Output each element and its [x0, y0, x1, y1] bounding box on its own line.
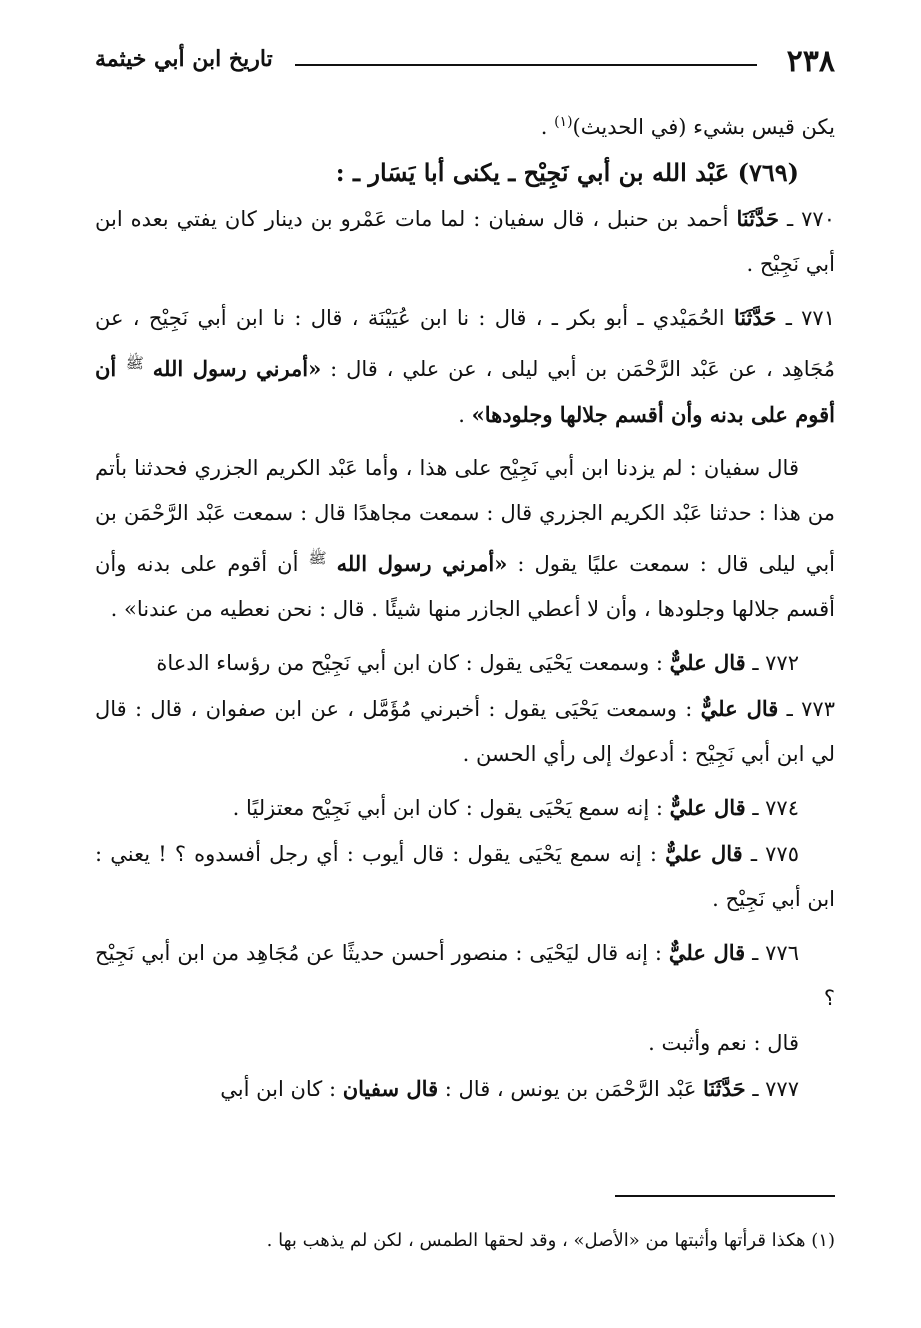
footnote-ref[interactable]: (١) [554, 114, 573, 130]
report-772: ٧٧٢ ـ قال عليٌّ : وسمعت يَحْيَى يقول : كان ابن أبي نَجِيْح من رؤساء الدعاة [156, 650, 799, 675]
footnote-1: (١) هكذا قرأتها وأثبتها من «الأصل» ، وقد لحقها الطمس ، لكن لم يذهب بها . [266, 1230, 835, 1251]
salla-glyph: ﷺ [125, 354, 144, 372]
report-771: ٧٧١ ـ حَدَّثَنَا الحُمَيْدي ـ أبو بكر ـ ، قال : نا ابن عُيَيْنَة ، قال : نا ابن أبي نَجِيْح ، عن مُجَاهِد ، عن عَبْد الرَّحْمَن بن أبي ليلى ، عن علي ، قال : «أمرني رسول الله $^ﷺ$ أن أقوم على بدنه وأن أقسم جلالها وجلودها» . [95, 305, 835, 427]
report-774: ٧٧٤ ـ قال عليٌّ : إنه سمع يَحْيَى يقول : كان ابن أبي نَجِيْح معتزليًا . [232, 795, 799, 820]
header-rule [295, 64, 757, 66]
report-775: ٧٧٥ ـ قال عليٌّ : إنه سمع يَحْيَى يقول : قال أيوب : أي رجل أفسدوه ؟ ! يعني : ابن أبي نَجِيْح . [95, 841, 835, 911]
paragraph-continuation: يكن قيس بشيء (في الحديث)$^{(١)}$ . [540, 114, 835, 139]
page-number: ٢٣٨ [786, 44, 835, 79]
biography-title-769: (٧٦٩) عَبْد الله بن أبي نَجِيْح ـ يكنى أبا يَسَار ـ : [335, 158, 799, 187]
page-header [95, 40, 835, 80]
book-page [95, 0, 835, 1328]
page-body [95, 100, 835, 1112]
report-773: ٧٧٣ ـ قال عليٌّ : وسمعت يَحْيَى يقول : أخبرني مُؤَمَّل ، عن ابن صفوان ، قال : قال لي ابن أبي نَجِيْح : أدعوك إلى رأي الحسن . [95, 696, 835, 766]
sufyan-paragraph: قال سفيان : لم يزدنا ابن أبي نَجِيْح على هذا ، وأما عَبْد الكريم الجزري فحدثنا بأتم من هذا : حدثنا عَبْد الكريم الجزري قال : سمعت مجاهدًا قال : سمعت عَبْد الرَّحْمَن بن أبي ليلى قال : سمعت عليًا يقول : «أمرني رسول الله $^ﷺ$ أن أقوم على بدنه وأن أقسم جلالها وجلودها ، وأن لا أعطي الجازر منها شيئًا . قال : نحن نعطيه من عندنا» . [95, 456, 835, 621]
report-777: ٧٧٧ ـ حَدَّثَنَا عَبْد الرَّحْمَن بن يونس ، قال : قال سفيان : كان ابن أبي [220, 1076, 799, 1101]
running-title: تاريخ ابن أبي خيثمة [95, 46, 273, 72]
report-776: ٧٧٦ ـ قال عليٌّ : إنه قال ليَحْيَى : منصور أحسن حديثًا عن مُجَاهِد من ابن أبي نَجِيْح ؟ [95, 940, 835, 1010]
report-770: ٧٧٠ ـ حَدَّثَنَا أحمد بن حنبل ، قال سفيان : لما مات عَمْرو بن دينار كان يفتي بعده ابن أبي نَجِيْح . [95, 206, 835, 276]
report-776-answer: قال : نعم وأثبت . [648, 1031, 799, 1055]
footnote-rule [615, 1195, 835, 1197]
salla-glyph: ﷺ [308, 549, 327, 567]
